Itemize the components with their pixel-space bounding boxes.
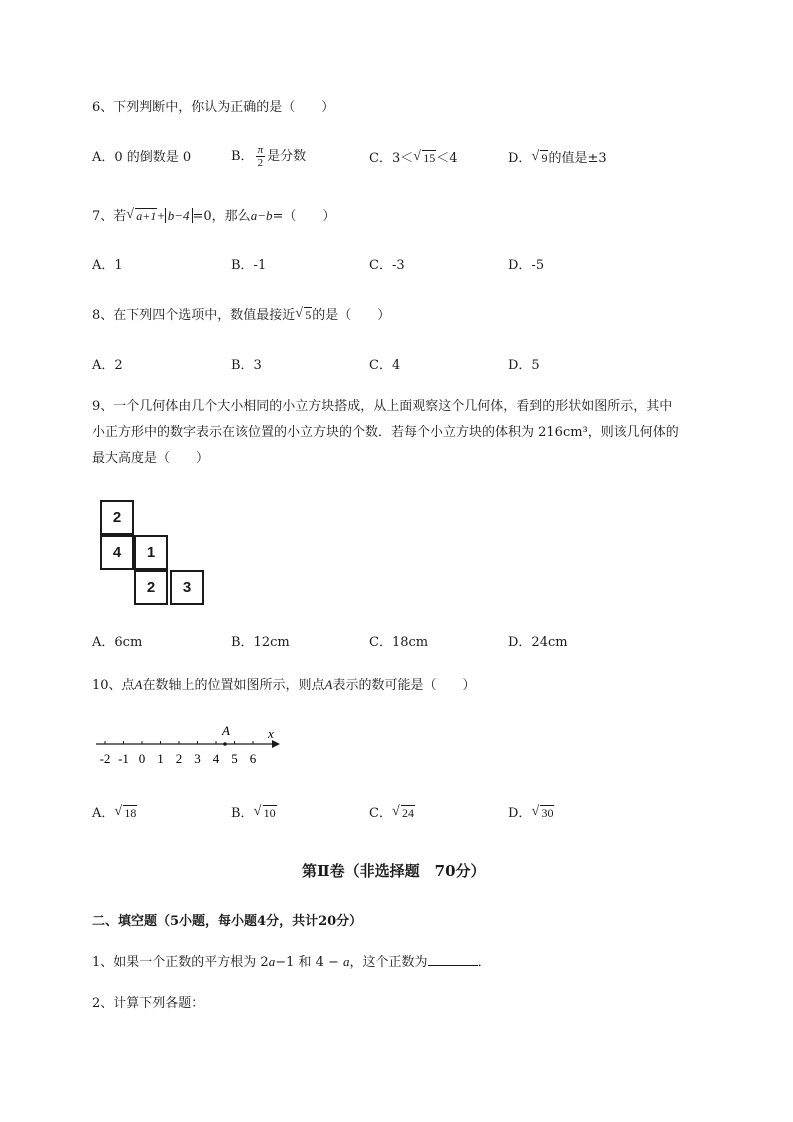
q6-d-sqrt: √ 9 [531, 149, 548, 165]
q6-c-radicand: 15 [423, 151, 436, 165]
axis-arrow-icon [272, 740, 280, 748]
q6-b-fraction [256, 144, 266, 169]
q7-eq: =0，那么 [192, 209, 251, 224]
q9-option-c: C．18cm [369, 635, 429, 650]
q10-option-c [369, 803, 415, 824]
fill-q1-prefix: 1、如果一个正数的平方根为 2 [92, 955, 269, 970]
axis-x-label: x [268, 726, 274, 741]
q6-stem: 6、下列判断中，你认为正确的是（ ） [92, 100, 335, 115]
q10-c-label: C． [369, 806, 392, 821]
axis-tick-label-6: 6 [249, 751, 257, 766]
q6-option-b [231, 142, 306, 172]
q10-point-a-2: A [324, 677, 333, 692]
axis-tick-label-3: 3 [194, 751, 201, 766]
q9-cell-top: 2 [100, 500, 134, 535]
fill-q1-var-a: a [268, 954, 276, 969]
q10-stem [92, 675, 475, 696]
q6-c-suffix: ＜4 [436, 151, 458, 166]
q10-a-sqrt: √ 18 [114, 804, 137, 820]
q8-option-b: B．3 [231, 358, 262, 373]
q10-a-label: A． [92, 806, 115, 821]
fill-q1 [92, 952, 491, 973]
q8-suffix: 的是（ ） [312, 308, 391, 323]
fill-q1-answer-blank[interactable] [428, 953, 478, 966]
q10-d-sqrt: √ 30 [531, 804, 554, 820]
q10-b-label: B． [231, 806, 254, 821]
fill-q1-mid: −1 和 4 − [275, 955, 344, 970]
axis-tick-label--2: -2 [99, 751, 111, 766]
q6-option-d [508, 148, 607, 169]
q10-b-radicand: 10 [263, 806, 276, 820]
q9-option-a: A．6cm [92, 635, 143, 650]
q8-option-d: D．5 [508, 358, 540, 373]
axis-tick-label-1: 1 [157, 751, 164, 766]
q8-option-c: C．4 [369, 358, 401, 373]
q6-b-suffix: 是分数 [267, 149, 307, 164]
q8-sqrt: √ 5 [295, 306, 312, 322]
q10-mid: 在数轴上的位置如图所示，则点 [142, 678, 325, 693]
q7-plus: + [157, 208, 165, 223]
fill-q1-suffix: ，这个正数为 [349, 955, 428, 970]
q7-option-c: C．-3 [369, 258, 405, 273]
q10-suffix: 表示的数可能是（ ） [332, 678, 476, 693]
q10-option-d [508, 803, 554, 824]
fill-q2: 2、计算下列各题： [92, 996, 205, 1011]
q10-option-a [92, 803, 137, 824]
q9-option-d: D．24cm [508, 635, 568, 650]
fill-in-section-heading: 二、填空题（5小题，每小题4分，共计20分） [92, 914, 363, 929]
q7-option-d: D．-5 [508, 258, 545, 273]
q7-sqrt: √ a+1 [126, 207, 157, 223]
q8-stem [92, 305, 390, 326]
q9-cell-bottom-right: 3 [170, 570, 204, 605]
q8-prefix: 8、在下列四个选项中，数值最接近 [92, 308, 296, 323]
q10-c-sqrt: √ 24 [391, 804, 414, 820]
point-a-label: A [222, 723, 230, 738]
q9-cell-mid-left: 4 [100, 535, 134, 570]
q6-option-c [369, 148, 458, 169]
q7-option-b: B．-1 [231, 258, 267, 273]
point-a-dot [223, 742, 227, 746]
q10-c-radicand: 24 [401, 806, 414, 820]
q6-b-denominator: 2 [257, 157, 264, 169]
q9-stem-line2: 小正方形中的数字表示在该位置的小立方块的个数．若每个小立方块的体积为 216cm³，则该几何体的 [92, 425, 679, 440]
q9-option-b: B．12cm [231, 635, 290, 650]
fill-q1-var-a-2: a [343, 954, 350, 969]
q10-d-radicand: 30 [541, 806, 554, 820]
q9-cell-mid-right: 1 [134, 535, 168, 570]
q6-b-label: B． [231, 149, 254, 164]
q8-radicand: 5 [305, 308, 312, 322]
q8-option-a: A．2 [92, 358, 123, 373]
q7-option-a: A．1 [92, 258, 123, 273]
q6-option-a: A．0 的倒数是 0 [92, 150, 192, 165]
q9-stem-line1: 9、一个几何体由几个大小相同的小立方块搭成，从上面观察这个几何体，看到的形状如图所示，其中 [92, 399, 673, 414]
q9-cell-bottom-left: 2 [134, 570, 168, 605]
axis-tick-label--1: -1 [118, 751, 129, 766]
q10-a-radicand: 18 [124, 806, 137, 820]
q6-d-radicand: 9 [541, 151, 548, 165]
q7-expr: a−b [250, 208, 273, 223]
axis-ticks [100, 741, 257, 766]
axis-tick-label-5: 5 [231, 751, 238, 766]
q10-b-sqrt: √ 10 [253, 804, 276, 820]
q7-suffix: =（ ） [272, 209, 336, 224]
q6-d-label: D． [508, 151, 532, 166]
axis-tick-label-0: 0 [138, 751, 146, 766]
q10-point-a: A [134, 677, 143, 692]
q6-b-numerator: π [257, 144, 264, 156]
q7-prefix: 7、若 [92, 209, 127, 224]
q10-d-label: D． [508, 806, 532, 821]
q6-c-sqrt: √ 15 [413, 149, 436, 165]
part2-title: 第Ⅱ卷（非选择题 70分） [302, 862, 486, 880]
q9-stem-line3: 最大高度是（ ） [92, 451, 210, 466]
q10-prefix: 10、点 [92, 678, 135, 693]
fill-q1-end: ． [477, 955, 491, 970]
q7-abs: b−4 [165, 208, 193, 223]
axis-tick-label-4: 4 [212, 751, 220, 766]
q6-d-suffix: 的值是±3 [548, 151, 607, 166]
q10-number-line [92, 722, 292, 772]
axis-tick-label-2: 2 [175, 751, 183, 766]
q7-radicand: a+1 [136, 209, 157, 223]
q10-option-b [231, 803, 277, 824]
q6-c-prefix: C．3＜ [369, 151, 414, 166]
q7-stem [92, 206, 335, 227]
